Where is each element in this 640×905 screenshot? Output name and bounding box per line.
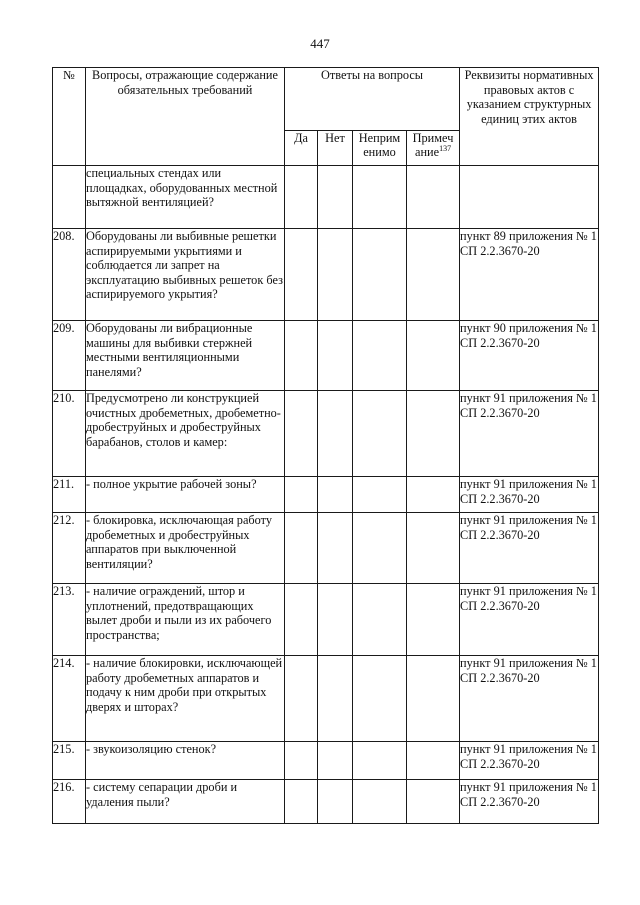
table-row [53,584,599,656]
table-row [53,742,599,780]
answer-not-applicable-cell [353,229,407,321]
table-body [53,166,599,824]
requisites-text [460,166,599,229]
answer-no-cell [318,321,353,391]
header-no: Нет [318,131,353,166]
answer-no-cell [318,780,353,824]
question-text: специальных стендах или площадках, оборудованных местной вытяжной вентиляцией? [86,166,285,229]
answer-not-applicable-cell [353,391,407,477]
answer-note-cell [407,513,460,584]
answer-note-cell [407,656,460,742]
answer-yes-cell [285,391,318,477]
answer-yes-cell [285,321,318,391]
answer-note-cell [407,780,460,824]
question-text: - полное укрытие рабочей зоны? [86,477,285,513]
answer-not-applicable-cell [353,166,407,229]
answer-no-cell [318,391,353,477]
row-number: 209. [53,321,86,391]
requisites-text: пункт 90 приложения № 1 СП 2.2.3670-20 [460,321,599,391]
answer-yes-cell [285,584,318,656]
answer-no-cell [318,584,353,656]
header-not-applicable: Неприм енимо [353,131,407,166]
answer-note-cell [407,477,460,513]
answer-not-applicable-cell [353,780,407,824]
question-text: Предусмотрено ли конструкцией очистных дробеметных, дробеметно-дробеструйных и дробеструйных барабанов, столов и камер: [86,391,285,477]
answer-note-cell [407,166,460,229]
question-text: Оборудованы ли выбивные решетки аспирируемыми укрытиями и соблюдается ли запрет на эксплуатацию выбивных решеток без аспирируемого укрытия? [86,229,285,321]
checklist-table [52,67,599,824]
answer-yes-cell [285,477,318,513]
answer-no-cell [318,742,353,780]
answer-no-cell [318,656,353,742]
question-text: - систему сепарации дроби и удаления пыли? [86,780,285,824]
header-note: Примеч ание$^{137}$ [407,131,460,166]
answer-not-applicable-cell [353,656,407,742]
answer-note-cell [407,584,460,656]
table-row [53,780,599,824]
row-number: 215. [53,742,86,780]
answer-yes-cell [285,229,318,321]
requisites-text: пункт 91 приложения № 1 СП 2.2.3670-20 [460,477,599,513]
answer-not-applicable-cell [353,513,407,584]
table-row [53,166,599,229]
footnote-ref: 137 [439,143,452,153]
answer-no-cell [318,166,353,229]
requisites-text: пункт 91 приложения № 1 СП 2.2.3670-20 [460,656,599,742]
answer-yes-cell [285,780,318,824]
question-text: - наличие ограждений, штор и уплотнений, предотвращающих вылет дроби и пыли из их рабочего пространства; [86,584,285,656]
answer-no-cell [318,229,353,321]
answer-note-cell [407,391,460,477]
table-row [53,513,599,584]
table-row [53,656,599,742]
table-row [53,391,599,477]
row-number: 213. [53,584,86,656]
question-text: Оборудованы ли вибрационные машины для выбивки стержней местными вентиляционными панелями? [86,321,285,391]
answer-note-cell [407,229,460,321]
header-num: № [53,68,86,166]
question-text: - звукоизоляцию стенок? [86,742,285,780]
row-number: 208. [53,229,86,321]
answer-not-applicable-cell [353,584,407,656]
header-answers: Ответы на вопросы [285,68,460,131]
table-header [53,68,599,166]
table-row [53,321,599,391]
requisites-text: пункт 89 приложения № 1 СП 2.2.3670-20 [460,229,599,321]
answer-no-cell [318,513,353,584]
header-requisites: Реквизиты нормативных правовых актов с указанием структурных единиц этих актов [460,68,599,166]
answer-yes-cell [285,513,318,584]
table-row [53,229,599,321]
row-number: 216. [53,780,86,824]
row-number: 210. [53,391,86,477]
answer-not-applicable-cell [353,321,407,391]
answer-yes-cell [285,166,318,229]
row-number: 211. [53,477,86,513]
header-questions: Вопросы, отражающие содержание обязательных требований [86,68,285,166]
row-number [53,166,86,229]
requisites-text: пункт 91 приложения № 1 СП 2.2.3670-20 [460,391,599,477]
requisites-text: пункт 91 приложения № 1 СП 2.2.3670-20 [460,742,599,780]
header-yes: Да [285,131,318,166]
answer-yes-cell [285,656,318,742]
row-number: 212. [53,513,86,584]
answer-not-applicable-cell [353,477,407,513]
requisites-text: пункт 91 приложения № 1 СП 2.2.3670-20 [460,584,599,656]
page-number: 447 [310,36,330,51]
question-text: - наличие блокировки, исключающей работу дробеметных аппаратов и подачу к ним дроби при открытых дверях и шторах? [86,656,285,742]
question-text: - блокировка, исключающая работу дробеметных и дробеструйных аппаратов при выключенной вентиляции? [86,513,285,584]
table-row [53,477,599,513]
answer-not-applicable-cell [353,742,407,780]
answer-note-cell [407,321,460,391]
answer-no-cell [318,477,353,513]
requisites-text: пункт 91 приложения № 1 СП 2.2.3670-20 [460,513,599,584]
answer-yes-cell [285,742,318,780]
requisites-text: пункт 91 приложения № 1 СП 2.2.3670-20 [460,780,599,824]
row-number: 214. [53,656,86,742]
answer-note-cell [407,742,460,780]
